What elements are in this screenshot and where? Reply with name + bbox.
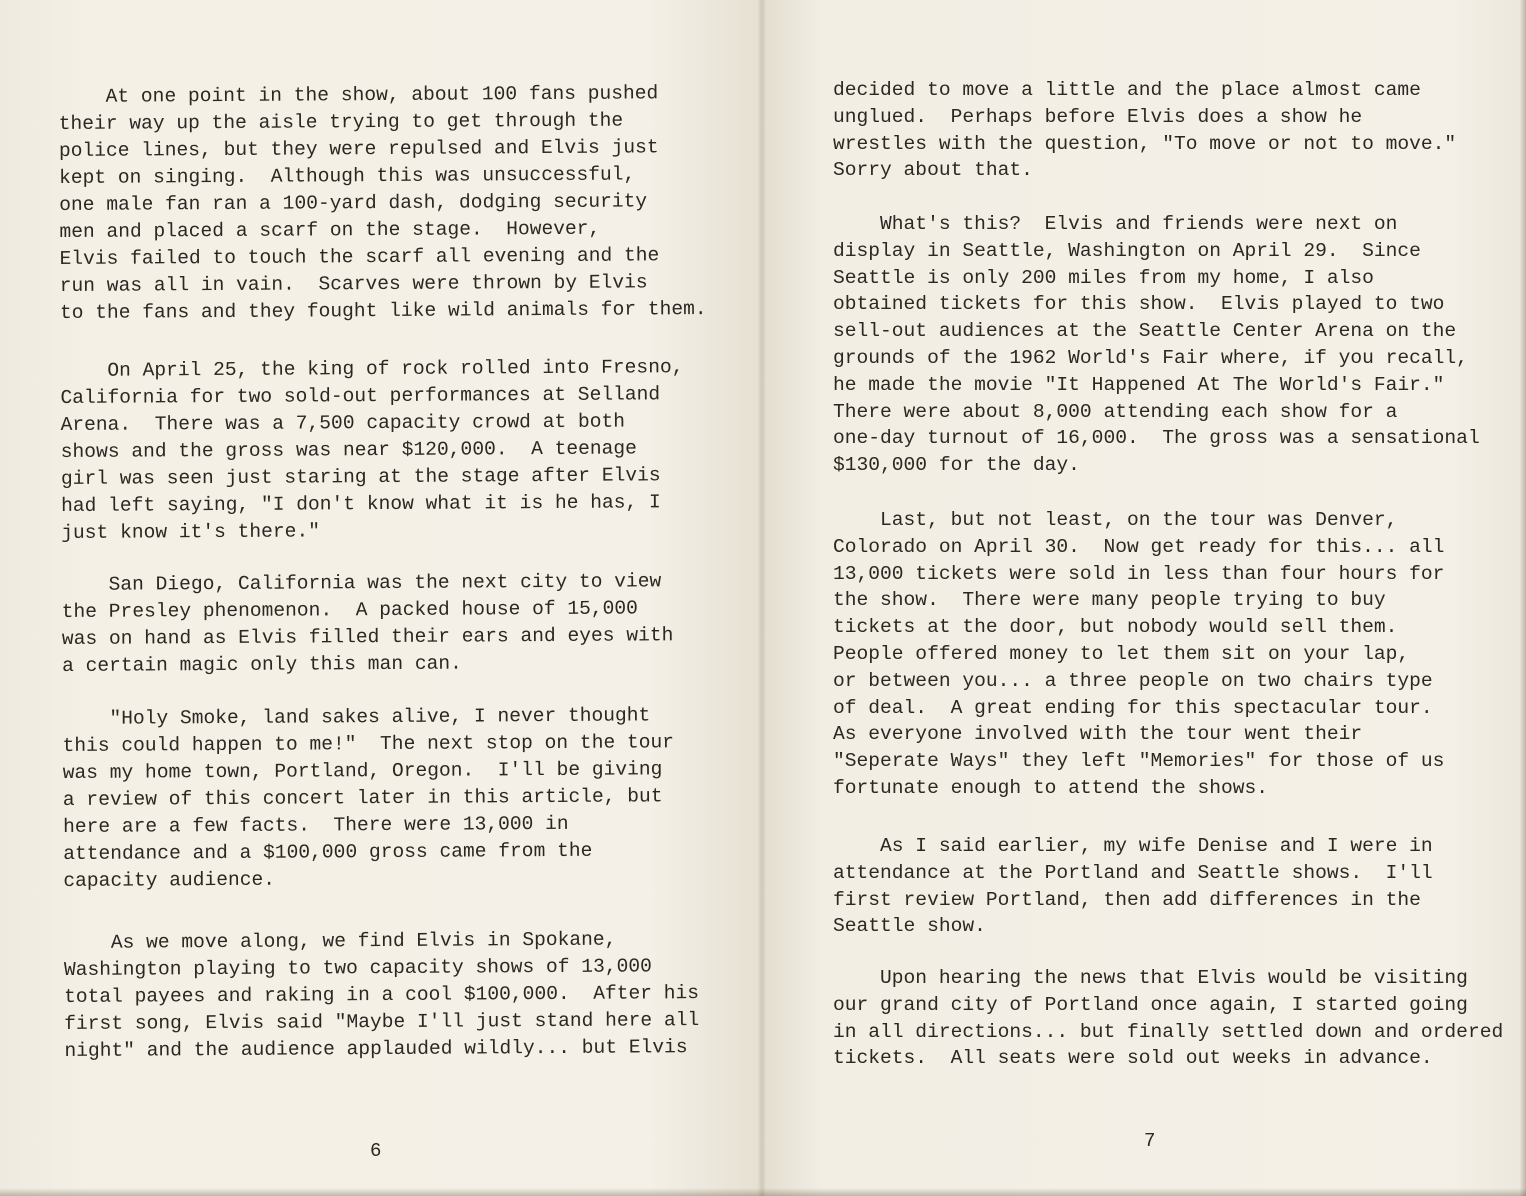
text-line: "Holy Smoke, land sakes alive, I never thought (62, 704, 651, 730)
text-line: shows and the gross was near $120,000. A teenage (60, 437, 637, 463)
paragraph (62, 702, 713, 895)
text-line: attendance at the Portland and Seattle shows. I'll (833, 861, 1433, 884)
text-line: As I said earlier, my wife Denise and I were in (833, 835, 1433, 857)
text-line: run was all in vain. Scarves were thrown by Elvis (59, 271, 648, 297)
text-line: our grand city of Portland once again, I started going (833, 993, 1468, 1016)
text-line: sell-out audiences at the Seattle Center Arena on the (833, 320, 1457, 343)
text-line: Washington playing to two capacity shows of 13,000 (63, 955, 652, 981)
text-line: had left saying, "I don't know what it is he has, I (61, 491, 661, 517)
text-line: was my home town, Portland, Oregon. I'll be giving (62, 758, 663, 784)
paragraph (833, 833, 1513, 940)
text-line: total payees and raking in a cool $100,000. After his (64, 982, 700, 1008)
text-line: first review Portland, then add differences in the (833, 888, 1421, 911)
text-line: wrestles with the question, "To move or not to move." (833, 132, 1457, 155)
text-line: What's this? Elvis and friends were next on (833, 213, 1398, 235)
text-line: On April 25, the king of rock rolled into Fresno, (60, 356, 684, 382)
text-line: Arena. There was a 7,500 capacity crowd at both (60, 410, 626, 436)
text-line: As we move along, we find Elvis in Spokane, (63, 928, 617, 954)
text-line: their way up the aisle trying to get through the (58, 109, 624, 135)
text-line: As everyone involved with the tour went their (833, 723, 1363, 746)
paragraph (833, 965, 1513, 1072)
text-line: "Seperate Ways" they left "Memories" for those of us (833, 750, 1445, 773)
right-page-number: 7 (1144, 1130, 1156, 1152)
text-line: At one point in the show, about 100 fans pushed (58, 82, 659, 108)
text-line: was on hand as Elvis filled their ears and eyes with (61, 624, 674, 650)
text-line: display in Seattle, Washington on April 29. Since (833, 239, 1421, 262)
text-line: a review of this concert later in this article, but (62, 785, 663, 811)
text-line: fortunate enough to attend the shows. (833, 776, 1269, 799)
text-line: a certain magic only this man can. (62, 652, 462, 677)
page-gutter (757, 0, 767, 1196)
paragraph (833, 211, 1513, 479)
text-line: People offered money to let them sit on your lap, (833, 642, 1410, 665)
text-line: kept on singing. Although this was unsuccessful, (59, 163, 636, 189)
text-line: San Diego, California was the next city to view (61, 570, 662, 596)
text-line: just know it's there." (61, 520, 321, 544)
text-line: Seattle show. (833, 915, 986, 938)
text-line: attendance and a $100,000 gross came from the (63, 839, 593, 865)
text-line: capacity audience. (63, 868, 276, 892)
text-line: to the fans and they fought like wild animals for them. (59, 298, 707, 324)
text-line: police lines, but they were repulsed and Elvis just (58, 136, 659, 162)
text-line: Upon hearing the news that Elvis would be visiting (833, 967, 1468, 989)
paragraph (64, 926, 715, 1065)
paragraph (833, 77, 1513, 184)
text-line: the show. There were many people trying to buy (833, 589, 1386, 612)
text-line: Colorado on April 30. Now get ready for this... all (833, 535, 1445, 558)
paragraph (59, 80, 710, 327)
text-line: here are a few facts. There were 13,000 in (62, 812, 569, 838)
text-line: There were about 8,000 attending each show for a (833, 400, 1398, 423)
text-line: one male fan ran a 100-yard dash, dodging security (59, 190, 648, 216)
text-line: Last, but not least, on the tour was Denver, (833, 509, 1398, 531)
text-line: night" and the audience applauded wildly... but Elvis (64, 1036, 688, 1062)
text-line: obtained tickets for this show. Elvis played to two (833, 293, 1445, 316)
text-line: tickets. All seats were sold out weeks in advance. (833, 1047, 1433, 1070)
text-line: $130,000 for the day. (833, 454, 1080, 477)
text-line: men and placed a scarf on the stage. However, (59, 217, 601, 243)
text-line: tickets at the door, but nobody would sell them. (833, 616, 1398, 639)
text-line: decided to move a little and the place almost came (833, 79, 1421, 101)
text-line: he made the movie "It Happened At The World's Fair." (833, 373, 1445, 396)
text-line: Sorry about that. (833, 159, 1033, 182)
text-line: grounds of the 1962 World's Fair where, if you recall, (833, 346, 1468, 369)
text-line: first song, Elvis said "Maybe I'll just stand here all (64, 1009, 700, 1035)
text-line: unglued. Perhaps before Elvis does a show he (833, 105, 1363, 128)
text-line: 13,000 tickets were sold in less than four hours for (833, 562, 1445, 585)
paragraph (61, 568, 712, 680)
text-line: in all directions... but finally settled down and ordered (833, 1020, 1504, 1043)
text-line: the Presley phenomenon. A packed house of 15,000 (61, 597, 638, 623)
text-line: this could happen to me!" The next stop on the tour (62, 731, 675, 757)
paragraph (833, 507, 1513, 802)
paragraph (60, 354, 711, 547)
text-line: one-day turnout of 16,000. The gross was a sensational (833, 427, 1480, 450)
text-line: Elvis failed to touch the scarf all evening and the (59, 244, 660, 270)
text-line: or between you... a three people on two chairs type (833, 669, 1433, 692)
page-edge-shadow (1520, 0, 1526, 1196)
text-line: girl was seen just staring at the stage after Elvis (60, 464, 661, 490)
bottom-edge-shadow (0, 1188, 1526, 1196)
text-line: California for two sold-out performances at Selland (60, 383, 661, 409)
text-line: Seattle is only 200 miles from my home, I also (833, 266, 1374, 289)
left-page-number: 6 (370, 1140, 382, 1162)
text-line: of deal. A great ending for this spectacular tour. (833, 696, 1433, 719)
